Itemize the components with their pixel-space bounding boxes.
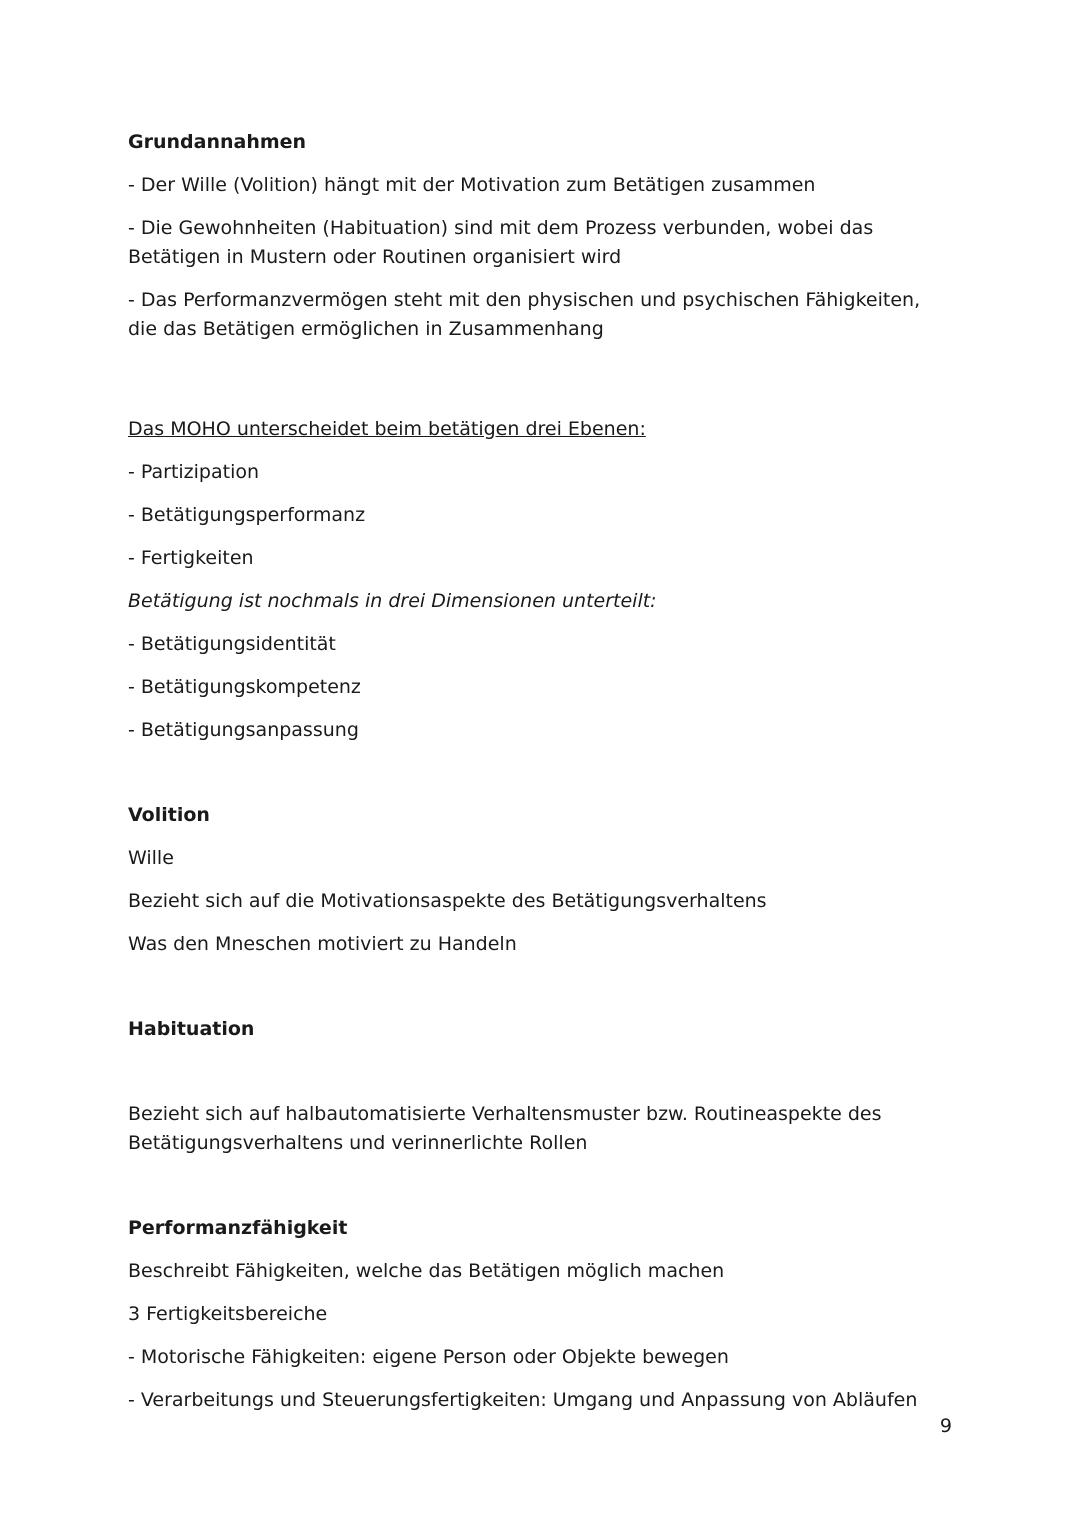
dimension-item: - Betätigungskompetenz (128, 676, 361, 698)
document-page (128, 128, 948, 1429)
habituation-text: Bezieht sich auf halbautomatisierte Verhaltensmuster bzw. Routineaspekte des Betätigungsverhaltens und verinnerlichte Rollen (128, 1103, 882, 1154)
section-spacer (128, 759, 948, 801)
grundannahmen-item: - Die Gewohnheiten (Habituation) sind mit dem Prozess verbunden, wobei das Betätigen in Mustern oder Routinen organisiert wird (128, 217, 874, 268)
volition-line: Bezieht sich auf die Motivationsaspekte des Betätigungsverhaltens (128, 890, 767, 912)
section-spacer (128, 1172, 948, 1214)
grundannahmen-item: - Das Performanzvermögen steht mit den physischen und psychischen Fähigkeiten, die das Betätigen ermöglichen in Zusammenhang (128, 289, 921, 340)
volition-line: Wille (128, 847, 174, 869)
performanz-line: - Verarbeitungs und Steuerungsfertigkeiten: Umgang und Anpassung von Abläufen (128, 1389, 918, 1411)
volition-heading: Volition (128, 804, 210, 826)
performanz-line: - Motorische Fähigkeiten: eigene Person oder Objekte bewegen (128, 1346, 729, 1368)
section-spacer (128, 973, 948, 1015)
volition-line: Was den Mneschen motiviert zu Handeln (128, 933, 517, 955)
grundannahmen-heading: Grundannahmen (128, 131, 307, 153)
habituation-heading: Habituation (128, 1018, 255, 1040)
moho-heading: Das MOHO unterscheidet beim betätigen drei Ebenen: (128, 418, 646, 440)
page-number: 9 (939, 1415, 952, 1437)
performanz-line: Beschreibt Fähigkeiten, welche das Betätigen möglich machen (128, 1260, 725, 1282)
dimensions-heading: Betätigung ist nochmals in drei Dimensionen unterteilt: (128, 590, 657, 612)
moho-level-item: - Betätigungsperformanz (128, 504, 366, 526)
moho-level-item: - Fertigkeiten (128, 547, 254, 569)
performanz-heading: Performanzfähigkeit (128, 1217, 348, 1239)
grundannahmen-item: - Der Wille (Volition) hängt mit der Motivation zum Betätigen zusammen (128, 174, 816, 196)
section-spacer (128, 1058, 948, 1100)
dimension-item: - Betätigungsidentität (128, 633, 336, 655)
performanz-line: 3 Fertigkeitsbereiche (128, 1303, 328, 1325)
dimension-item: - Betätigungsanpassung (128, 719, 359, 741)
section-spacer (128, 358, 948, 415)
moho-level-item: - Partizipation (128, 461, 260, 483)
